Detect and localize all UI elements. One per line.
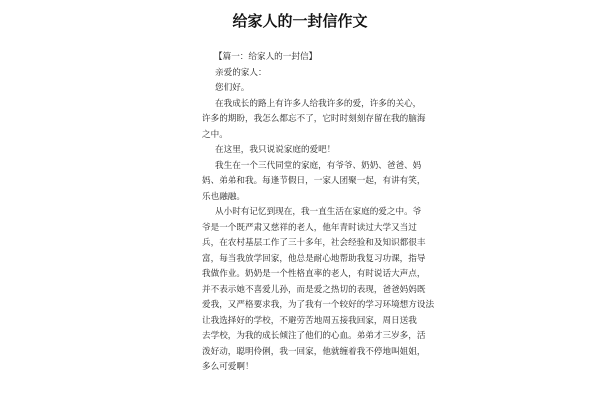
paragraph-line: 妈、弟弟和我。每逢节假日，一家人团聚一起，有讲有笑，	[202, 176, 426, 186]
paragraph-line: 许多的期盼，我怎么都忘不了，它时时刻刻存留在我的脑海	[202, 114, 426, 124]
paragraph-line: 爷是一个既严肃又慈祥的老人，他年青时读过大学又当过	[202, 222, 417, 233]
article-body	[202, 50, 435, 376]
paragraph-line: 爱我，又严格要求我，为了我有一个较好的学习环境想方设法	[202, 300, 435, 310]
paragraph-line: 在我成长的路上有许多人给我许多的爱，许多的关心，	[215, 98, 422, 109]
paragraph-line: 在这里，我只说说家庭的爱吧！	[215, 145, 336, 155]
paragraph-line: 泼好动，聪明伶俐，我一回家，他就缠着我不停地叫姐姐，	[202, 346, 426, 357]
document-title: 给家人的一封信作文	[232, 12, 368, 30]
paragraph-line: 富，每当我放学回家，他总是耐心地帮助我复习功课，指导	[202, 253, 426, 264]
paragraph-line: 乐也融融。	[202, 191, 245, 202]
section-heading: 【篇一：给家人的一封信】	[214, 52, 318, 62]
paragraph-line: 从小时有记忆到现在，我一直生活在家庭的爱之中。爷	[215, 207, 422, 217]
paragraph-line: 去学校，为我的成长倾注了他们的心血。弟弟才三岁多，活	[202, 331, 426, 341]
paragraph-line: 我做作业。奶奶是一个性格直率的老人，有时说话大声点，	[202, 269, 426, 279]
paragraph-line: 多么可爱啊！	[202, 362, 254, 372]
paragraph-line: 并不表示她不喜爱儿孙，而是爱之热切的表现，爸爸妈妈既	[202, 284, 426, 295]
paragraph-line: 亲爱的家人：	[215, 67, 267, 78]
paragraph-line: 之中。	[202, 129, 228, 140]
paragraph-line: 兵，在农村基层工作了三十多年，社会经验和及知识都很丰	[202, 238, 426, 248]
paragraph-line: 您们好。	[215, 83, 250, 93]
paragraph-line: 我生在一个三代同堂的家庭，有爷爷、奶奶、爸爸、妈	[215, 160, 422, 171]
paragraph-line: 让我选择好的学校，不避劳苦地周五接我回家，周日送我	[202, 315, 417, 326]
